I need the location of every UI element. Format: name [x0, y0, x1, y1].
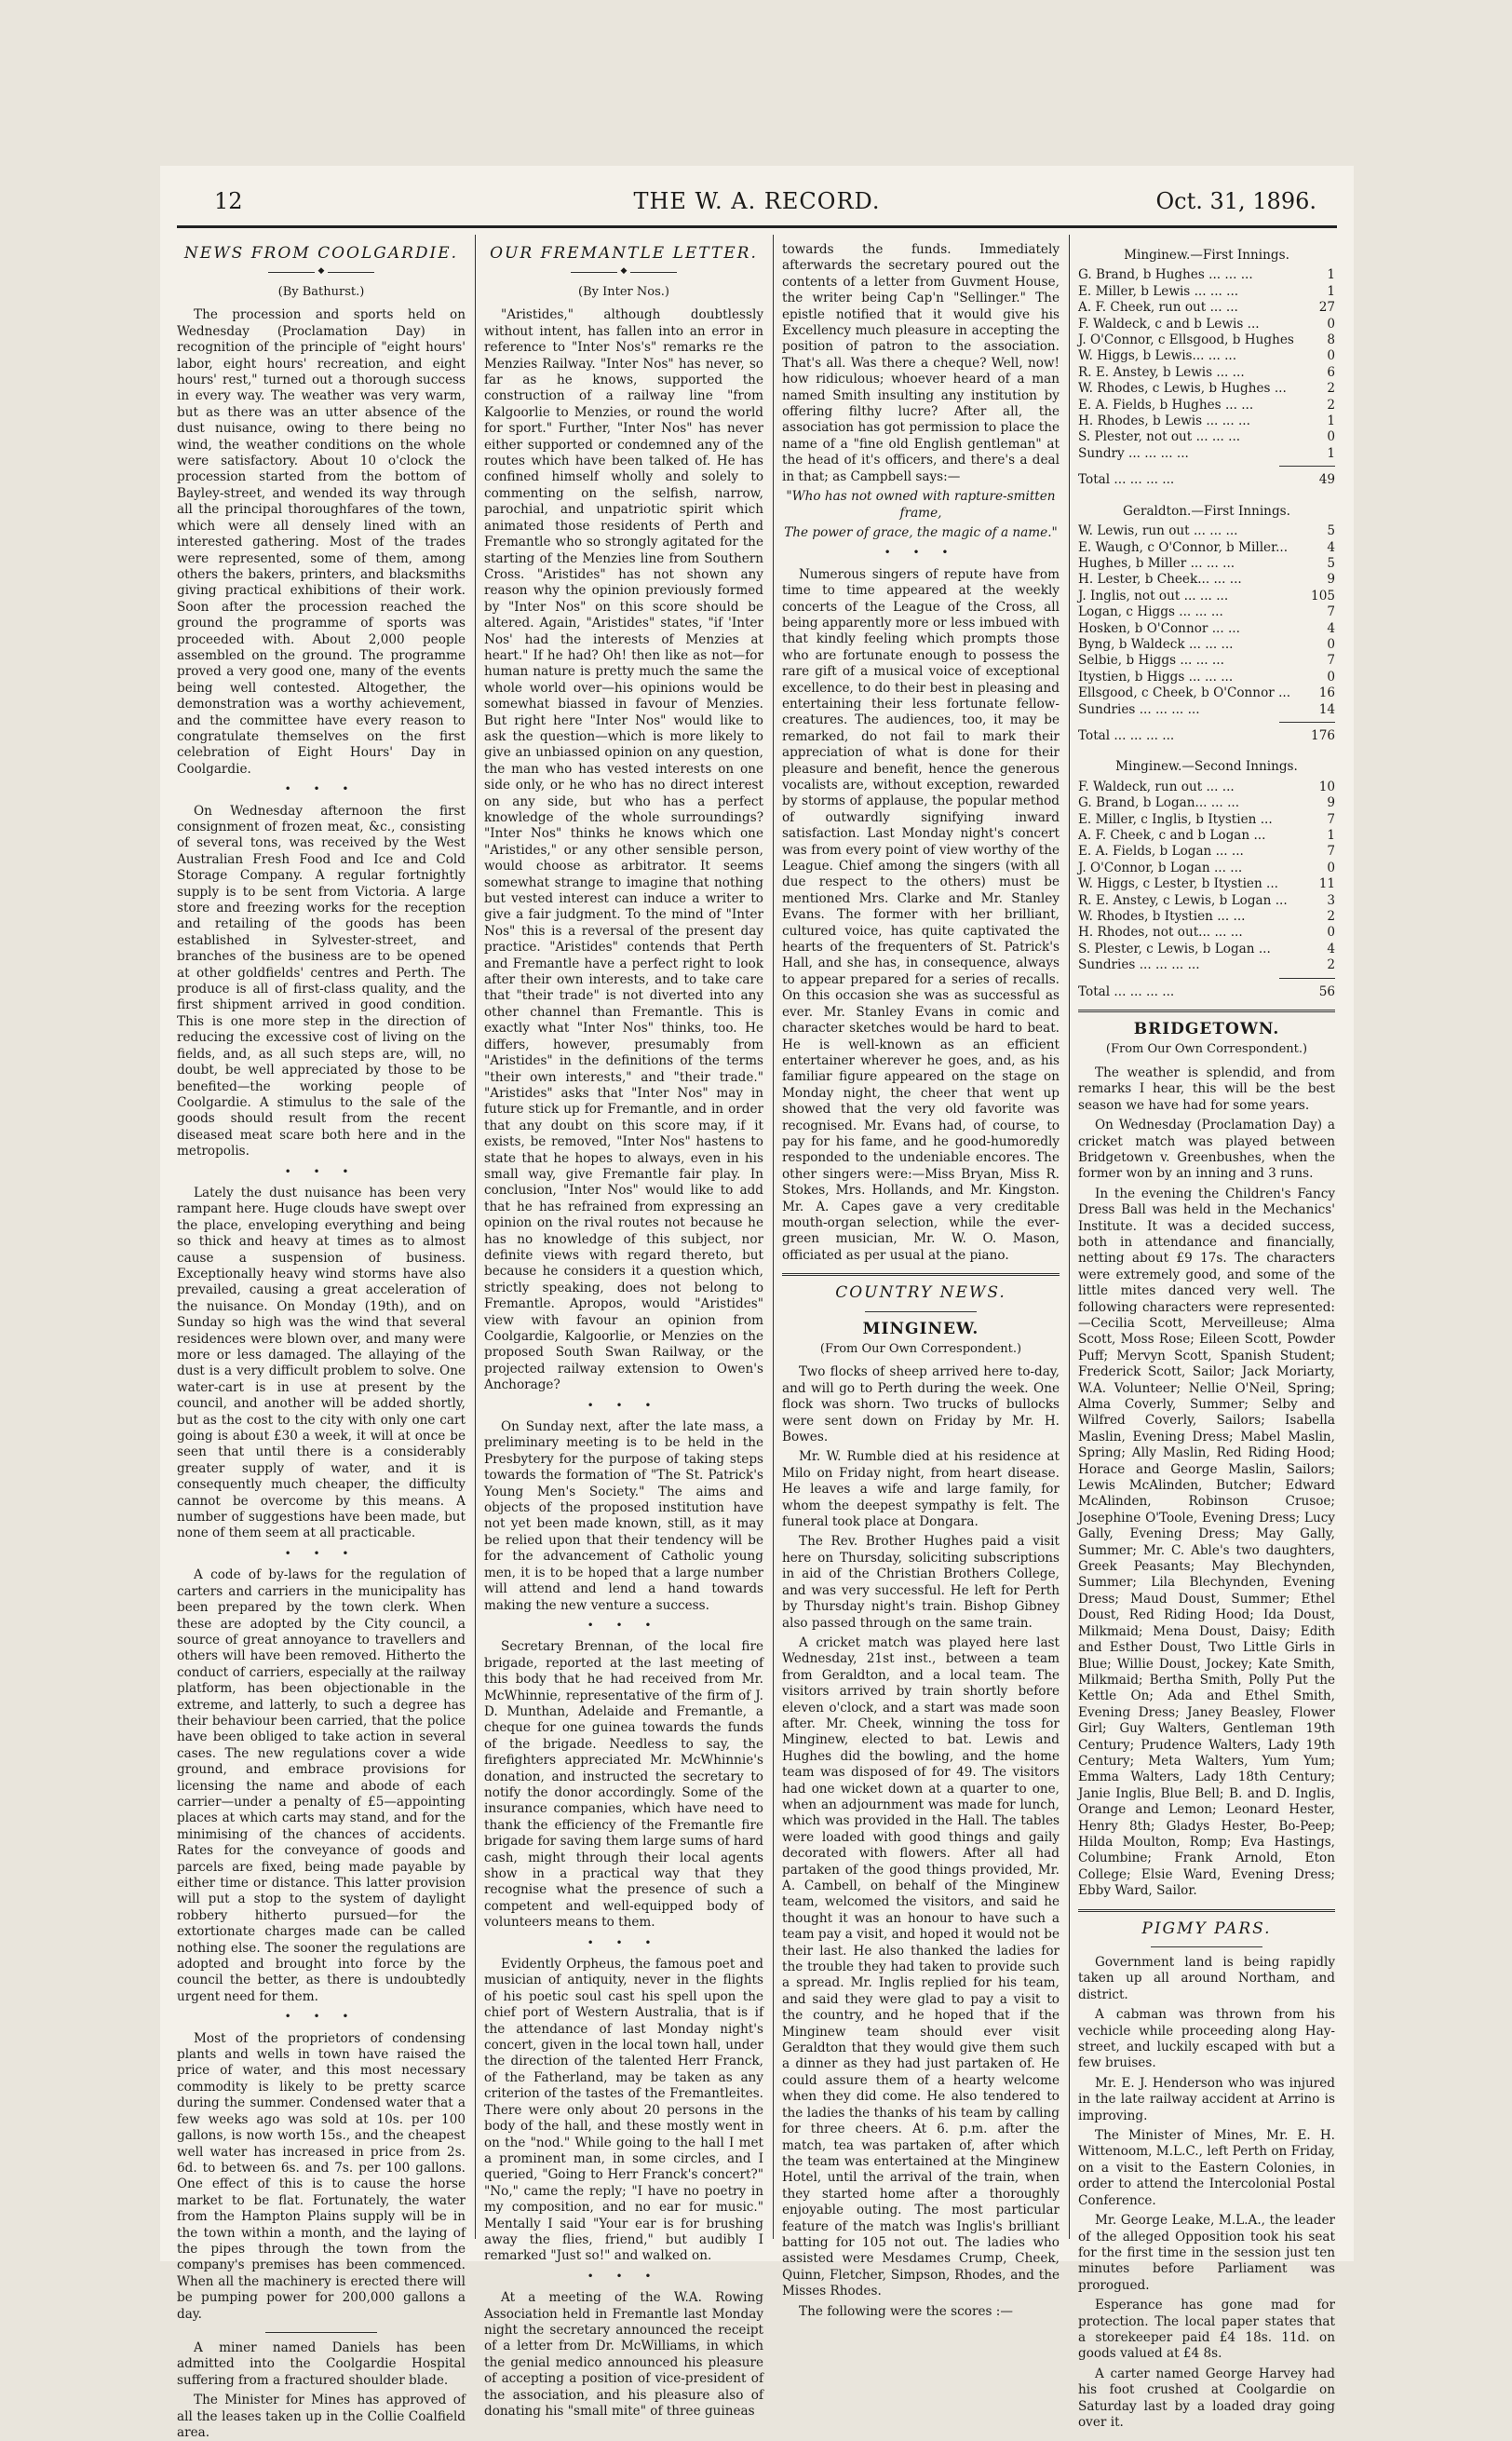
runs-value: 0 [1327, 925, 1335, 941]
article-heading: NEWS FROM COOLGARDIE. [183, 244, 459, 263]
paragraph: The procession and sports held on Wednesday (Proclamation Day) in recognition of the principle of "eight hours' labor, eight hours' recreation, and eight hours' rest," turned out a thorough success in every way. The weather was very warm, but as there was an utter absence of the dust nuisance, owing to there being no wind, the weather conditions on the whole were satisfactory. About 10 o'clock the procession started from the bottom of Bayley-street, and wended its way through all the principal thoroughfares of the town, which were all densely lined with an interested gathering. Most of the trades were represented, some of them, among others the bakers, printers, and blacksmiths giving practical exhibitions of their work. Soon after the procession reached the ground the programme of sports was proceeded with. About 2,000 people assembled on the ground. The programme proved a very good one, many of the events being well contested. Altogether, the demonstration was a worthy achievement, and the committee have every reason to congratulate themselves on the first celebration of Eight Hours' Day in Coolgardie. [177, 307, 466, 777]
runs-value: 7 [1327, 604, 1335, 620]
runs-value: 4 [1327, 941, 1335, 956]
batsman-entry: A. F. Cheek, run out ... ... [1078, 300, 1238, 316]
score-row [1078, 446, 1335, 462]
score-row [1078, 670, 1335, 685]
runs-value: 1 [1327, 283, 1335, 299]
score-row [1078, 317, 1335, 332]
byline: (From Our Own Correspondent.) [1105, 1042, 1308, 1057]
section-heading: COUNTRY NEWS. [835, 1283, 1006, 1303]
batsman-entry: E. A. Fields, b Hughes ... ... [1078, 397, 1254, 413]
cricket-scores [1078, 248, 1335, 1000]
score-row [1078, 572, 1335, 588]
paragraph: On Wednesday (Proclamation Day) a cricket match was played between Bridgetown v. Greenbushes, when the former won by an inning and 3 runs. [1078, 1118, 1335, 1182]
runs-value: 0 [1327, 348, 1335, 364]
section-heading: PIGMY PARS. [1141, 1919, 1272, 1938]
score-row [1078, 556, 1335, 572]
runs-value: 14 [1318, 701, 1335, 717]
paragraph: A cricket match was played here last Wednesday, 21st inst., between a team from Geraldton, and a local team. The visitors arrived by train shortly before eleven o'clock, and a start was made soon after. Mr. Cheek, winning the toss for Minginew, elected to bat. Lewis and Hughes did the bowling, and the home team was disposed of for 49. The visitors had one wicket down at a quarter to one, when an adjournment was made for lunch, which was provided in the Hall. The tables were loaded with good things and gaily decorated with flowers. After all had partaken of the good things provided, Mr. A. Cambell, on behalf of the Minginew team, welcomed the visitors, and said he thought it was an honour to have such a team pay a visit, and hoped it would not be their last. He also thanked the ladies for the trouble they had taken to provide such a spread. Mr. Inglis replied for his team, and said they were glad to pay a visit to the country, and he hoped that if the Minginew team should ever visit Geraldton that they would give them such a dinner as they had just partaken of. He could assure them of a hearty welcome when they did come. He also tendered to the ladies the thanks of his team by calling for three cheers. At 6. p.m. after the match, tea was partaken of, after which the team was entertained at the Minginew Hotel, until the arrival of the train, when they started home after a thoroughly enjoyable outing. The most particular feature of the match was Inglis's brilliant batting for 105 not out. The ladies who assisted were Mesdames Crump, Cheek, Quinn, Fletcher, Simpson, Rhodes, and the Misses Rhodes. [782, 1634, 1060, 2299]
runs-value: 4 [1327, 620, 1335, 636]
score-row [1078, 942, 1335, 957]
score-row [1078, 957, 1335, 973]
score-row [1078, 685, 1335, 701]
verse-line: The power of grace, the magic of a name." [784, 524, 1058, 540]
score-row [1078, 893, 1335, 909]
paragraph: On Wednesday afternoon the first consignment of frozen meat, &c., consisting of several tons, was received by the West Australian Fresh Food and Ice and Cold Storage Company. A regular fortnightly supply is to be sent from Victoria. A large store and freezing works for the reception and retailing of the goods has been established in Sylvester-street, and branches of the business are to be opened at other goldfields' centres and Perth. The produce is all of first-class quality, and the first shipment arrived in good condition. This is one more step in the direction of reducing the excessive cost of living on the fields, and, as all such steps are, will, no doubt, be well appreciated by those to be benefited—the working people of Coolgardie. A stimulus to the sale of the goods should result from the recent diseased meat scare both here and in the metropolis. [177, 803, 466, 1159]
runs-value: 1 [1327, 414, 1335, 429]
runs-value: 2 [1327, 957, 1335, 973]
paragraph: Mr. E. J. Henderson who was injured in the late railway accident at Arrino is improving. [1078, 2075, 1335, 2123]
total-label: Total ... ... ... ... [1078, 983, 1175, 999]
runs-value: 8 [1327, 332, 1335, 348]
column-1 [177, 242, 466, 2441]
total-row [1078, 728, 1335, 744]
total-rule [1279, 466, 1335, 467]
runs-value: 2 [1327, 381, 1335, 397]
runs-value: 7 [1327, 844, 1335, 860]
batsman-entry: H. Rhodes, b Lewis ... ... ... [1078, 414, 1250, 429]
page-header [160, 183, 1354, 220]
score-row [1078, 429, 1335, 445]
paragraph: The weather is splendid, and from remarks I hear, this will be the best season we have had for some years. [1078, 1065, 1335, 1113]
batsman-entry: Hughes, b Miller ... ... ... [1078, 555, 1235, 571]
score-row [1078, 925, 1335, 941]
runs-value: 9 [1327, 572, 1335, 588]
runs-value: 0 [1327, 636, 1335, 652]
total-row [1078, 984, 1335, 1000]
score-row [1078, 300, 1335, 316]
paragraph: Numerous singers of repute have from time to time appeared at the weekly concerts of the League of the Cross, all being apparently more or less imbued with that kindly feeling which prompts those who are fortunate enough to possess the rare gift of a musical voice of exceptional excellence, to do their best in pleasing and entertaining their less fortunate fellow-creatures. The audiences, too, it may be remarked, do not fail to mark their appreciation of what is done for their pleasure and benefit, hence the generous vocalists are, without exception, rewarded by storms of applause, the popular method of outwardly signifying inward satisfaction. Last Monday night's concert was from every point of view worthy of the League. Chief among the singers (with all due respect to the others) must be mentioned Mrs. Clarke and Mr. Stanley Evans. The former with her brilliant, cultured voice, has quite captivated the hearts of the frequenters of St. Patrick's Hall, and she has, in consequence, always to appear prepared for a series of recalls. On this occasion she was as successful as ever. Mr. Stanley Evans in comic and character sketches would be hard to beat. He is well-known as an efficient entertainer wherever he goes, and, as his familiar figure appeared on the stage on Monday night, the cheer that went up showed that the very old favorite was recognised. Mr. Evans had, of course, to pay for his fame, and he good-humoredly responded to the undeniable encores. The other singers were:—Miss Bryan, Miss R. Stokes, Mrs. Hollands, and Mr. Kingston. Mr. A. Capes gave a very creditable mouth-organ selection, while the ever-green musician, Mr. W. O. Mason, officiated as per usual at the piano. [782, 566, 1060, 1263]
runs-value: 0 [1327, 860, 1335, 875]
runs-value: 5 [1327, 555, 1335, 571]
ornament-dots: • • • [284, 2010, 358, 2024]
newspaper-page [160, 166, 1354, 2441]
total-label: Total ... ... ... ... [1078, 472, 1175, 488]
score-row [1078, 621, 1335, 637]
batsman-entry: W. Lewis, run out ... ... ... [1078, 523, 1238, 539]
batsman-entry: G. Brand, b Hughes ... ... ... [1078, 267, 1253, 283]
score-row [1078, 637, 1335, 653]
score-row [1078, 523, 1335, 539]
batsman-entry: Byng, b Waldeck ... ... ... [1078, 636, 1234, 652]
runs-value: 0 [1327, 669, 1335, 685]
paragraph: Secretary Brennan, of the local fire brigade, reported at the last meeting of this body that he had received from Mr. McWhinnie, representative of the firm of J. D. Munthan, Adelaide and Fremantle, a cheque for one guinea towards the funds of the brigade. Needless to say, the firefighters appreciated Mr. McWhinnie's donation, and instructed the secretary to notify the donor accordingly. Some of the insurance companies, which have need to thank the efficiency of the Fremantle fire brigade for saving them large sums of hard cash, might through their local agents show in a practical way that they recognise what the presence of such a competent and well-equipped body of volunteers means to them. [484, 1639, 763, 1931]
runs-value: 1 [1327, 267, 1335, 283]
header-rule [177, 225, 1337, 228]
batsman-entry: Sundry ... ... ... ... [1078, 445, 1189, 461]
batsman-entry: Hosken, b O'Connor ... ... [1078, 620, 1240, 636]
batsman-entry: F. Waldeck, run out ... ... [1078, 779, 1235, 794]
runs-value: 5 [1327, 523, 1335, 539]
paragraph: A code of by-laws for the regulation of carters and carriers in the municipality has been prepared by the town clerk. When these are adopted by the City council, a source of great annoyance to travellers and others will have been removed. Hitherto the conduct of carriers, especially at the railway platform, has been objectionable in the extreme, and latterly, to such a degree has their behaviour been carried, that the police have been obliged to take action in several cases. The new regulations cover a wide ground, and embrace provisions for licensing the name and abode of each carrier—under a penalty of £5—appointing places at which carts may stand, and for the minimising of the chances of accidents. Rates for the conveyance of goods and parcels are fixed, being made payable by either time or distance. This latter provision will put a stop to the system of daylight robbery hitherto pursued—for the extortionate charges made can be called nothing else. The sooner the regulations are adopted and brought into force by the council the better, as there is undoubtedly urgent need for them. [177, 1567, 466, 2004]
ornament-rule: ◆ [484, 264, 763, 280]
score-row [1078, 780, 1335, 795]
batsman-entry: Selbie, b Higgs ... ... ... [1078, 653, 1224, 669]
batsman-entry: Logan, c Higgs ... ... ... [1078, 604, 1223, 620]
batsman-entry: S. Plester, not out ... ... ... [1078, 429, 1241, 445]
runs-value: 105 [1311, 588, 1335, 603]
column-3 [782, 242, 1060, 2319]
score-row [1078, 381, 1335, 397]
issue-date: Oct. 31, 1896. [1155, 188, 1316, 214]
batsman-entry: W. Rhodes, c Lewis, b Hughes ... [1078, 381, 1287, 397]
runs-value: 10 [1318, 779, 1335, 794]
score-row [1078, 653, 1335, 669]
article-heading: OUR FREMANTLE LETTER. [490, 244, 758, 263]
ornament-dots: • • • [587, 1398, 661, 1412]
column-rule [1069, 235, 1070, 2239]
spacer [1078, 489, 1335, 498]
paragraph: The Rev. Brother Hughes paid a visit here on Thursday, soliciting subscriptions in aid of the Christian Brothers College, and was very successful. He left for Perth by Thursday night's train. Bishop Gibney also passed through on the same train. [782, 1534, 1060, 1631]
batsman-entry: W. Rhodes, b Itystien ... ... [1078, 909, 1246, 925]
section-heading: BRIDGETOWN. [1133, 1020, 1280, 1039]
paragraph: Mr. W. Rumble died at his residence at Milo on Friday night, from heart disease. He leaves a wife and large family, for whom the deepest sympathy is felt. The funeral took place at Dongara. [782, 1449, 1060, 1530]
column-2 [484, 242, 763, 2420]
ornament-dots: • • • [284, 1546, 358, 1560]
batsman-entry: E. Miller, c Inglis, b Itystien ... [1078, 811, 1273, 827]
runs-value: 11 [1318, 876, 1335, 892]
paragraph: A miner named Daniels has been admitted into the Coolgardie Hospital suffering from a fractured shoulder blade. [177, 2339, 466, 2388]
batsman-entry: G. Brand, b Logan... ... ... [1078, 795, 1240, 811]
paragraph: On Sunday next, after the late mass, a preliminary meeting is to be held in the Presbytery for the purpose of taking steps towards the formation of "The St. Patrick's Young Men's Society." The aims and objects of the proposed institution have not yet been made known, still, as it may be relied upon that their tendency will be for the advancement of Catholic young men, it is to be hoped that a large number will attend and lend a hand towards making the new venture a success. [484, 1419, 763, 1613]
score-row [1078, 795, 1335, 811]
paragraph: The following were the scores :— [799, 2303, 1013, 2319]
runs-value: 4 [1327, 539, 1335, 555]
section-heading: MINGINEW. [862, 1319, 979, 1338]
total-rule [1279, 722, 1335, 723]
paragraph: towards the funds. Immediately afterwards the secretary poured out the contents of a letter from Guvment House, the writer being Cap'n "Sellinger." The epistle notified that it would give his Excellency much pleasure in accepting the position of patron to the association. That's all. Was there a cheque? Well, now! how ridiculous; whoever heard of a man named Smith insulting any institution by offering filthy lucre? After all, the association has got permission to place the name of a "fine old English gentleman" at the head of it's officers, and there's a deal in that; as Campbell says:— [782, 242, 1060, 484]
paragraph: Evidently Orpheus, the famous poet and musician of antiquity, never in the flights of his poetic soul cast his spell upon the chief port of Western Australia, that is if the attendance of last Monday night's concert, given in the local town hall, under the direction of the talented Herr Franck, of the Fatherland, may be taken as any criterion of the tastes of the Fremantleites. There were only about 20 persons in the body of the hall, and these mostly went in on the "nod." While going to the hall I met a prominent man, in some circles, and I queried, "Going to Herr Franck's concert?" "No," came the reply; "I have no poetry in my composition, and no ear for music." Mentally I said "Your ear is for brushing away the flies, friend," but audibly I remarked "Just so!" and walked on. [484, 1957, 763, 2264]
batsman-entry: H. Rhodes, not out... ... ... [1078, 925, 1243, 941]
batsman-entry: W. Higgs, c Lester, b Itystien ... [1078, 876, 1279, 892]
paragraph: Government land is being rapidly taken up all around Northam, and district. [1078, 1955, 1335, 2002]
page-number: 12 [214, 188, 243, 214]
batsman-entry: Ellsgood, c Cheek, b O'Connor ... [1078, 685, 1291, 701]
ornament-dots: • • • [284, 1164, 358, 1178]
score-row [1078, 844, 1335, 860]
batsman-entry: A. F. Cheek, c and b Logan ... [1078, 828, 1266, 843]
double-rule [1078, 1909, 1335, 1912]
score-row [1078, 702, 1335, 718]
score-row [1078, 861, 1335, 876]
runs-value: 3 [1327, 892, 1335, 908]
separator [1151, 1946, 1262, 1947]
score-row [1078, 398, 1335, 414]
runs-value: 2 [1327, 397, 1335, 413]
runs-value: 16 [1318, 685, 1335, 701]
paragraph: The Minister of Mines, Mr. E. H. Wittenoom, M.L.C., left Perth on Friday, on a visit to the Eastern Colonies, in order to attend the Intercolonial Postal Conference. [1078, 2128, 1335, 2208]
paragraph: Esperance has gone mad for protection. The local paper states that a storekeeper paid £4 18s. 11d. on goods valued at £4 8s. [1078, 2298, 1335, 2362]
batsman-entry: W. Higgs, b Lewis... ... ... [1078, 348, 1237, 364]
batsman-entry: Sundries ... ... ... ... [1078, 701, 1200, 717]
paragraph: At a meeting of the W.A. Rowing Association held in Fremantle last Monday night the secretary announced the receipt of a letter from Dr. McWilliams, in which the genial medico announced his pleasure of accepting a position of vice-president of the association, and his pleasure also of donating his "small mite" of three guineas [484, 2290, 763, 2420]
score-row [1078, 267, 1335, 283]
ornament-rule: ◆ [177, 264, 466, 280]
batsman-entry: R. E. Anstey, b Lewis ... ... [1078, 364, 1245, 380]
paragraph: In the evening the Children's Fancy Dress Ball was held in the Mechanics' Institute. It was a decided success, both in attendance and financially, netting about £9 17s. The characters were extremely good, and some of the little mites danced very well. The following characters were represented:—Cecilia Scott, Merveilleuse; Alma Scott, Moss Rose; Eileen Scott, Powder Puff; Mervyn Scott, Spanish Student; Frederick Scott, Sailor; Jack Moriarty, W.A. Volunteer; Nellie O'Neil, Spring; Alma Coverly, Summer; Selby and Wilfred Coverly, Sailors; Isabella Maslin, Evening Dress; Mabel Maslin, Spring; Ally Maslin, Red Riding Hood; Horace and George Maslin, Sailors; Lewis McAlinden, Butcher; Edward McAlinden, Robinson Crusoe; Josephine O'Toole, Evening Dress; Lucy Gally, Evening Dress; May Gally, Summer; Mr. C. Able's two daughters, Greek Peasants; May Blechynden, Summer; Lila Blechynden, Evening Dress; Maud Doust, Summer; Ethel Doust, Red Riding Hood; Ida Doust, Milkmaid; Mena Doust, Daisy; Edith and Esther Doust, Two Little Girls in Blue; Willie Doust, Jockey; Kate Smith, Milkmaid; Bertha Smith, Polly Put the Kettle On; Ada and Ethel Smith, Evening Dress; Janey Beasley, Flower Girl; Guy Walters, Gentleman 19th Century; Prudence Walters, Lady 19th Century; Meta Walters, Yum Yum; Emma Walters, Lady 18th Century; Janie Inglis, Blue Bell; B. and D. Inglis, Orange and Lemon; Leonard Hester, Henry 8th; Gladys Hester, Bo-Peep; Hilda Moulton, Romp; Eva Hastings, Columbine; Frank Arnold, Eton College; Elsie Ward, Evening Dress; Ebby Ward, Sailor. [1078, 1186, 1335, 1899]
total-rule [1279, 978, 1335, 979]
innings-title: Minginew.—First Innings. [1124, 248, 1289, 263]
batsman-entry: S. Plester, c Lewis, b Logan ... [1078, 941, 1271, 956]
ornament-dots: • • • [587, 1618, 661, 1632]
score-row [1078, 876, 1335, 892]
score-row [1078, 909, 1335, 925]
batsman-entry: J. Inglis, not out ... ... ... [1078, 588, 1229, 603]
ornament-dots: • • • [884, 546, 958, 560]
verse-line: "Who has not owned with rapture-smitten frame, [786, 489, 1056, 521]
column-rule [773, 235, 774, 2239]
total-row [1078, 472, 1335, 488]
separator [865, 1311, 977, 1312]
score-row [1078, 604, 1335, 620]
byline: (From Our Own Correspondent.) [819, 1342, 1022, 1356]
paragraph: The Minister for Mines has approved of all the leases taken up in the Collie Coalfield area. [177, 2393, 466, 2441]
spacer [1078, 744, 1335, 753]
byline: (By Inter Nos.) [578, 285, 669, 300]
runs-value: 7 [1327, 653, 1335, 669]
paragraph: Two flocks of sheep arrived here to-day, and will go to Perth during the week. One flock was shorn. Two trucks of bullocks were sent down on Friday by Mr. H. Bowes. [782, 1364, 1060, 1445]
batsman-entry: E. Waugh, c O'Connor, b Miller... [1078, 539, 1289, 555]
double-rule [1078, 1010, 1335, 1012]
runs-value: 1 [1327, 828, 1335, 843]
innings-title: Minginew.—Second Innings. [1115, 759, 1298, 775]
score-row [1078, 812, 1335, 828]
batsman-entry: Itystien, b Higgs ... ... ... [1078, 669, 1234, 685]
batsman-entry: Sundries ... ... ... ... [1078, 957, 1200, 973]
runs-value: 7 [1327, 811, 1335, 827]
batsman-entry: R. E. Anstey, c Lewis, b Logan ... [1078, 892, 1288, 908]
byline: (By Bathurst.) [277, 285, 365, 300]
paragraph: A cabman was thrown from his vechicle while proceeding along Hay-street, and luckily escaped with but a few bruises. [1078, 2007, 1335, 2071]
runs-value: 1 [1327, 445, 1335, 461]
double-rule [782, 1273, 1060, 1276]
newspaper-title: THE W. A. RECORD. [633, 188, 881, 214]
score-row [1078, 828, 1335, 844]
ornament-dots: • • • [284, 782, 358, 796]
paragraph: Mr. George Leake, M.L.A., the leader of the alleged Opposition took his seat for the first time in the session just ten minutes before Parliament was prorogued. [1078, 2213, 1335, 2293]
runs-value: 2 [1327, 909, 1335, 925]
runs-value: 0 [1327, 429, 1335, 445]
batsman-entry: J. O'Connor, b Logan ... ... [1078, 860, 1243, 875]
paragraph: Lately the dust nuisance has been very rampant here. Huge clouds have swept over the place, enveloping everything and being so thick and heavy at times as to almost cause a suspension of business. Exceptionally heavy wind storms have also prevailed, causing a great acceleration of the nuisance. On Monday (19th), and on Sunday so high was the wind that several residences were blown over, and many were more or less damaged. The allaying of the dust is a very difficult problem to solve. One water-cart is in use at present by the council, and another will be added shortly, but as the cost to the city with only one cart going is about £30 a week, it will at once be seen that until there is a considerably greater supply of water, and it is consequently much cheaper, the difficulty cannot be overcome by this means. A number of suggestions have been made, but none of them seem at all practicable. [177, 1185, 466, 1541]
paragraph: "Aristides," although doubtlessly without intent, has fallen into an error in reference to "Inter Nos's" remarks re the Menzies Railway. "Inter Nos" has never, so far as he knows, supported the construction of a railway line "from Kalgoorlie to Menzies, or round the world for sport." Further, "Inter Nos" has never either supported or condemned any of the routes which have been talked of. He has confined himself wholly and solely to commenting on the selfish, narrow, parochial, and unpatriotic spirit which animated those residents of Perth and Fremantle who so strongly agitated for the starting of the Menzies line from Southern Cross. "Aristides" has not shown any reason why the opinion previously formed by "Inter Nos" on this score should be altered. Again, "Aristides" states, "if 'Inter Nos' had the interests of Menzies at heart." If he had? Oh! then like as not—for human nature is pretty much the same the whole world over—his opinions would be somewhat biassed in favour of Menzies. But right here "Inter Nos" would like to ask the question—which is more likely to give an unbiassed opinion on any question, the man who has vested interests on one side only, or he who has no direct interest on any side, but who has a perfect knowledge of the whole surroundings? "Inter Nos" thinks he knows which one "Aristides," or any other sensible person, would choose as arbitrator. It seems somewhat strange to imagine that nothing but vested interest can induce a writer to give a fair judgment. To the mind of "Inter Nos" this is a reversal of the present day practice. "Aristides" contends that Perth and Fremantle have a perfect right to look after their own interests, and to take care that "their trade" is not diverted into any other channel than Fremantle. This is exactly what "Inter Nos" thinks, too. He differs, however, presumably from "Aristides" in the definitions of the terms "their own interests," and "their trade." "Aristides" asks that "Inter Nos" may in future stick up for Fremantle, and in order that any doubt on this score may, if it exists, be removed, "Inter Nos" hastens to state that he hopes to always, even in his small way, give Fremantle fair play. In conclusion, "Inter Nos" would like to add that he has refrained from expressing an opinion on the rival routes not because he has no knowledge of this subject, nor definite views with regard thereto, but because he considers it a question which, strictly speaking, does not belong to Fremantle. Apropos, would "Aristides" view with favour an opinion from Coolgardie, Kalgoorlie, or Menzies on the proposed South Swan Railway, or the projected railway extension to Owen's Anchorage? [484, 307, 763, 1393]
batsman-entry: H. Lester, b Cheek... ... ... [1078, 572, 1242, 588]
total-value: 56 [1318, 983, 1335, 999]
runs-value: 6 [1327, 364, 1335, 380]
runs-value: 0 [1327, 316, 1335, 332]
paragraph: A carter named George Harvey had his foot crushed at Coolgardie on Saturday last by a loaded dray going over it. [1078, 2366, 1335, 2430]
score-row [1078, 540, 1335, 556]
runs-value: 9 [1327, 795, 1335, 811]
separator [265, 2332, 377, 2333]
total-value: 176 [1311, 727, 1335, 743]
score-row [1078, 365, 1335, 381]
batsman-entry: E. A. Fields, b Logan ... ... [1078, 844, 1244, 860]
batsman-entry: J. O'Connor, c Ellsgood, b Hughes [1078, 332, 1294, 348]
runs-value: 27 [1318, 300, 1335, 316]
paragraph: Most of the proprietors of condensing plants and wells in town have raised the price of water, and this most necessary commodity is likely to be pretty scarce during the summer. Condensed water that a few weeks ago was sold at 10s. per 100 gallons, is now worth 15s., and the cheapest well water has increased in price from 2s. 6d. to between 6s. and 7s. per 100 gallons. One effect of this is to cause the horse market to be flat. Fortunately, the water from the Hampton Plains supply will be in the town within a month, and the laying of the pipes through the town from the company's premises has been commenced. When all the machinery is erected there will be pumping power for 200,000 gallons a day. [177, 2030, 466, 2322]
score-row [1078, 414, 1335, 429]
ornament-dots: • • • [587, 1935, 661, 1949]
score-row [1078, 589, 1335, 604]
innings-title: Geraldton.—First Innings. [1123, 503, 1290, 519]
batsman-entry: F. Waldeck, c and b Lewis ... [1078, 316, 1260, 332]
total-label: Total ... ... ... ... [1078, 727, 1175, 743]
column-rule [475, 235, 476, 2239]
score-row [1078, 284, 1335, 300]
column-4 [1078, 242, 1335, 2430]
ornament-dots: • • • [587, 2269, 661, 2283]
score-row [1078, 348, 1335, 364]
score-row [1078, 332, 1335, 348]
batsman-entry: E. Miller, b Lewis ... ... ... [1078, 283, 1239, 299]
total-value: 49 [1318, 472, 1335, 488]
